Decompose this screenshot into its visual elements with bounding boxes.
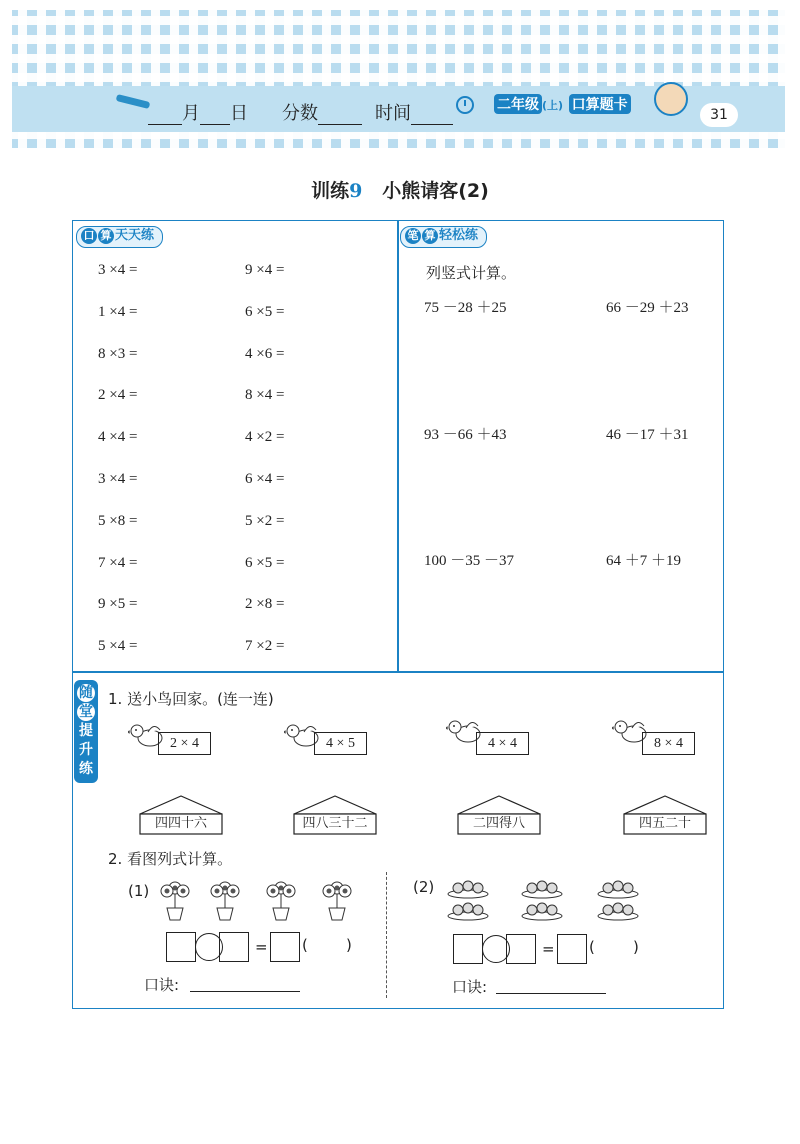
equals-sign: = <box>542 940 555 958</box>
time-label: 时间 <box>375 103 411 124</box>
written-problem: 75 －28 ＋25 <box>424 300 507 316</box>
written-label-text: 轻松练 <box>439 228 479 243</box>
day-label: 日 <box>230 103 248 124</box>
koujue-label: 口诀: <box>452 978 488 996</box>
house[interactable] <box>138 794 224 836</box>
side-label-char: 提 <box>79 723 93 739</box>
peach-plate-icon <box>520 876 564 900</box>
written-problem: 64 ＋7 ＋19 <box>606 553 682 569</box>
house-label: 二四得八 <box>472 816 525 831</box>
title-name: 小熊请客(2) <box>382 180 489 202</box>
dashed-divider <box>386 872 387 998</box>
oral-equation[interactable]: 8 ×3 = <box>98 346 138 362</box>
written-chip-1: 笔 <box>405 228 421 244</box>
side-label-char: 随 <box>79 685 93 701</box>
q2-part1-label: (1) <box>128 882 150 900</box>
house[interactable] <box>456 794 542 836</box>
bird-factor-box[interactable]: 4 × 5 <box>314 732 367 755</box>
peach-plate-icon <box>596 876 640 900</box>
practice-side-label <box>74 680 98 783</box>
bird-factor-box[interactable]: 8 × 4 <box>642 732 695 755</box>
flower-pot-icon <box>158 878 192 922</box>
house[interactable] <box>292 794 378 836</box>
written-section-label <box>400 226 487 248</box>
peach-plate-icon <box>446 876 490 900</box>
oral-label-text: 天天练 <box>115 228 155 243</box>
book-title <box>494 94 631 114</box>
oral-chip-2: 算 <box>98 228 114 244</box>
month-blank[interactable] <box>148 108 182 125</box>
oral-equation[interactable]: 8 ×4 = <box>245 387 285 403</box>
flower-pot-icon <box>320 878 354 922</box>
paren-close: ) <box>346 936 352 954</box>
book-term: (上) <box>542 99 564 112</box>
house-label: 四五二十 <box>638 816 691 831</box>
house-label: 四四十六 <box>154 816 207 831</box>
oral-equation[interactable]: 3 ×4 = <box>98 471 138 487</box>
bird-factor-box[interactable]: 2 × 4 <box>158 732 211 755</box>
oral-equation[interactable]: 5 ×8 = <box>98 513 138 529</box>
peach-plate-icon <box>596 898 640 922</box>
house-label: 四八三十二 <box>302 816 368 831</box>
clock-icon <box>456 96 474 114</box>
oral-equation[interactable]: 2 ×4 = <box>98 387 138 403</box>
score-label: 分数 <box>282 103 318 124</box>
score-blank[interactable] <box>318 108 362 125</box>
side-label-char: 升 <box>79 742 93 758</box>
date-fields[interactable] <box>148 99 248 125</box>
answer-box[interactable] <box>219 932 249 962</box>
equals-sign: = <box>255 938 268 956</box>
time-field[interactable] <box>375 99 453 125</box>
time-blank[interactable] <box>411 108 453 125</box>
oral-equation[interactable]: 3 ×4 = <box>98 262 138 278</box>
day-blank[interactable] <box>200 108 230 125</box>
month-label: 月 <box>182 103 200 124</box>
flower-pot-icon <box>264 878 298 922</box>
written-problem: 66 －29 ＋23 <box>606 300 689 316</box>
q2-text: 2. 看图列式计算。 <box>108 850 233 868</box>
paren-open: ( <box>589 938 595 956</box>
oral-equation[interactable]: 1 ×4 = <box>98 304 138 320</box>
title-number: 9 <box>349 180 363 202</box>
oral-equation[interactable]: 6 ×4 = <box>245 471 285 487</box>
written-problem: 46 －17 ＋31 <box>606 427 689 443</box>
answer-box[interactable] <box>166 932 196 962</box>
answer-box[interactable] <box>557 934 587 964</box>
koujue-blank[interactable] <box>496 992 606 994</box>
score-field[interactable] <box>282 99 362 125</box>
column-divider <box>397 220 399 672</box>
bird-factor-box[interactable]: 4 × 4 <box>476 732 529 755</box>
kid-mascot-icon <box>654 82 688 116</box>
answer-box[interactable] <box>506 934 536 964</box>
oral-equation[interactable]: 9 ×4 = <box>245 262 285 278</box>
written-problem: 93 －66 ＋43 <box>424 427 507 443</box>
koujue-label: 口诀: <box>144 976 180 994</box>
koujue-blank[interactable] <box>190 990 300 992</box>
oral-equation[interactable]: 4 ×2 = <box>245 429 285 445</box>
paren-open: ( <box>302 936 308 954</box>
written-instruction: 列竖式计算。 <box>426 264 517 282</box>
oral-equation[interactable]: 4 ×4 = <box>98 429 138 445</box>
oral-equation[interactable]: 5 ×2 = <box>245 513 285 529</box>
oral-equation[interactable]: 6 ×5 = <box>245 304 285 320</box>
oral-equation[interactable]: 7 ×4 = <box>98 555 138 571</box>
oral-chip-1: 口 <box>81 228 97 244</box>
flower-pot-icon <box>208 878 242 922</box>
book-name: 口算题卡 <box>569 94 631 114</box>
oral-equation[interactable]: 7 ×2 = <box>245 638 285 654</box>
answer-box[interactable] <box>270 932 300 962</box>
oral-equation[interactable]: 9 ×5 = <box>98 596 138 612</box>
answer-box[interactable] <box>453 934 483 964</box>
page-title <box>0 176 800 203</box>
oral-equation[interactable]: 2 ×8 = <box>245 596 285 612</box>
oral-equation[interactable]: 6 ×5 = <box>245 555 285 571</box>
side-label-char: 练 <box>79 761 93 777</box>
peach-plate-icon <box>520 898 564 922</box>
page-number: 31 <box>700 103 738 127</box>
q1-text: 1. 送小鸟回家。(连一连) <box>108 690 274 708</box>
peach-plate-icon <box>446 898 490 922</box>
oral-section-label <box>76 226 163 248</box>
oral-equation[interactable]: 5 ×4 = <box>98 638 138 654</box>
paren-close: ) <box>633 938 639 956</box>
house[interactable] <box>622 794 708 836</box>
title-prefix: 训练 <box>311 180 350 202</box>
side-label-char: 堂 <box>79 704 93 720</box>
written-chip-2: 算 <box>422 228 438 244</box>
written-problem: 100 －35 －37 <box>424 553 515 569</box>
q2-part2-label: (2) <box>413 878 435 896</box>
book-grade: 二年级 <box>494 94 542 114</box>
oral-equation[interactable]: 4 ×6 = <box>245 346 285 362</box>
